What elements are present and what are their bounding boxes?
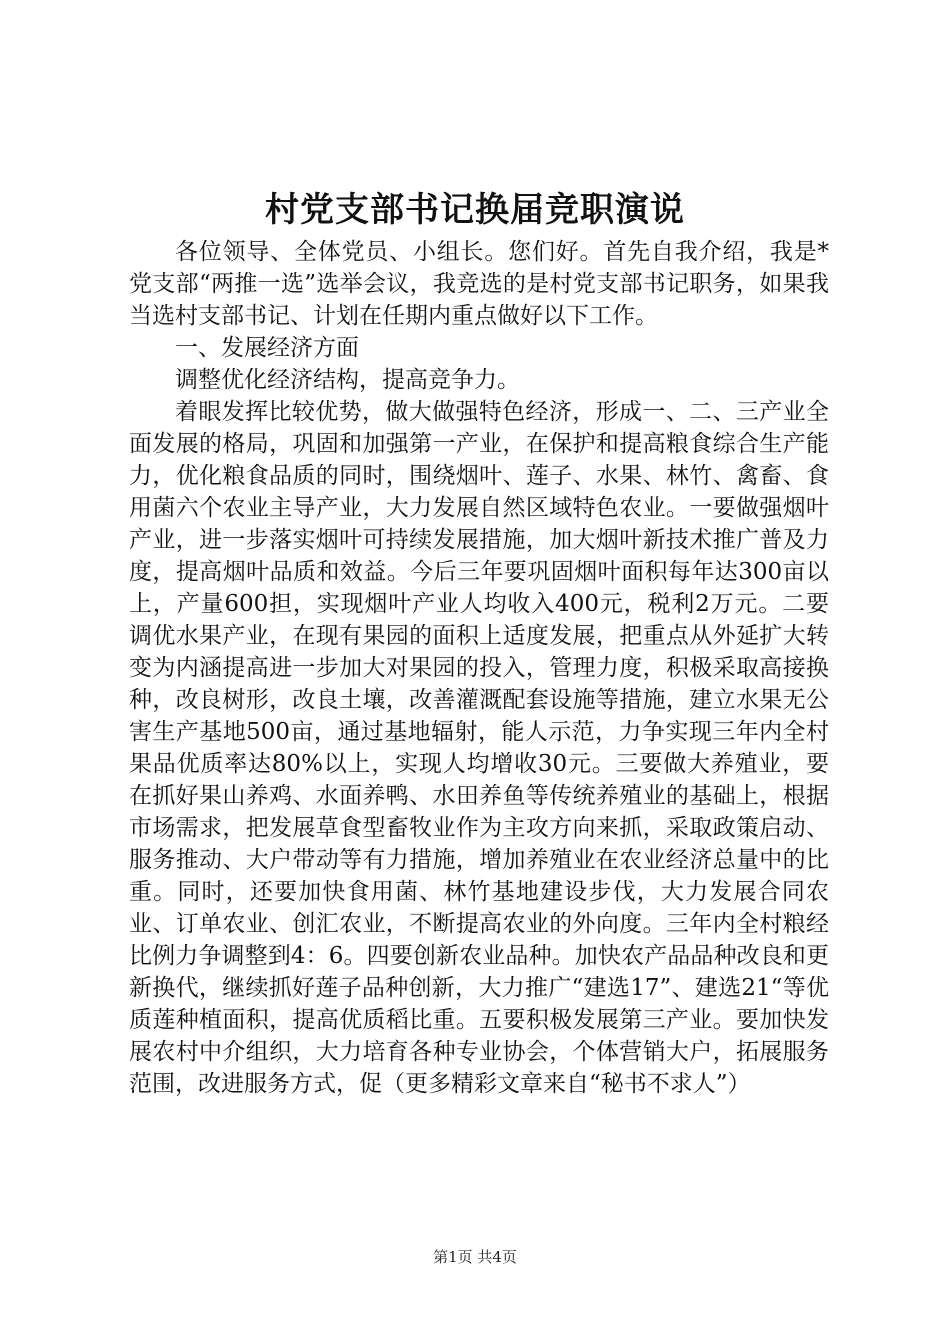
paragraph-subheading: 调整优化经济结构，提高竞争力。 xyxy=(175,367,520,393)
page-number: 第1页 共4页 xyxy=(433,1248,517,1266)
section-heading: 一、发展经济方面 xyxy=(175,335,359,361)
document-body xyxy=(129,236,829,1100)
document-title: 村党支部书记换届竞职演说 xyxy=(265,190,685,230)
paragraph-main: 着眼发挥比较优势，做大做强特色经济，形成一、二、三产业全面发展的格局，巩固和加强第一产业，在保护和提高粮食综合生产能力，优化粮食品质的同时，围绕烟叶、莲子、水果、林竹、禽畜、食用菌六个农业主导产业，大力发展自然区域特色农业。一要做强烟叶产业，进一步落实烟叶可持续发展措施，加大烟叶新技术推广普及力度，提高烟叶品质和效益。今后三年要巩固烟叶面积每年达300亩以上，产量600担，实现烟叶产业人均收入400元，税利2万元。二要调优水果产业，在现有果园的面积上适度发展，把重点从外延扩大转变为内涵提高进一步加大对果园的投入，管理力度，积极采取高接换种，改良树形，改良土壤，改善灌溉配套设施等措施，建立水果无公害生产基地500亩，通过基地辐射，能人示范，力争实现三年内全村果品优质率达80%以上，实现人均增收30元。三要做大养殖业，要在抓好果山养鸡、水面养鸭、水田养鱼等传统养殖业的基础上，根据市场需求，把发展草食型畜牧业作为主攻方向来抓，采取政策启动、服务推动、大户带动等有力措施，增加养殖业在农业经济总量中的比重。同时，还要加快食用菌、林竹基地建设步伐，大力发展合同农业、订单农业、创汇农业，不断提高农业的外向度。三年内全村粮经比例力争调整到4：6。四要创新农业品种。加快农产品品种改良和更新换代，继续抓好莲子品种创新，大力推广“建选17”、建选21“等优质莲种植面积，提高优质稻比重。五要积极发展第三产业。要加快发展农村中介组织，大力培育各种专业协会，个体营销大户，拓展服务范围，改进服务方式，促（更多精彩文章来自“秘书不求人”） xyxy=(129,399,829,1097)
paragraph-greeting: 各位领导、全体党员、小组长。您们好。首先自我介绍，我是*党支部“两推一选”选举会议，我竞选的是村党支部书记职务，如果我当选村支部书记、计划在任期内重点做好以下工作。 xyxy=(129,239,829,329)
